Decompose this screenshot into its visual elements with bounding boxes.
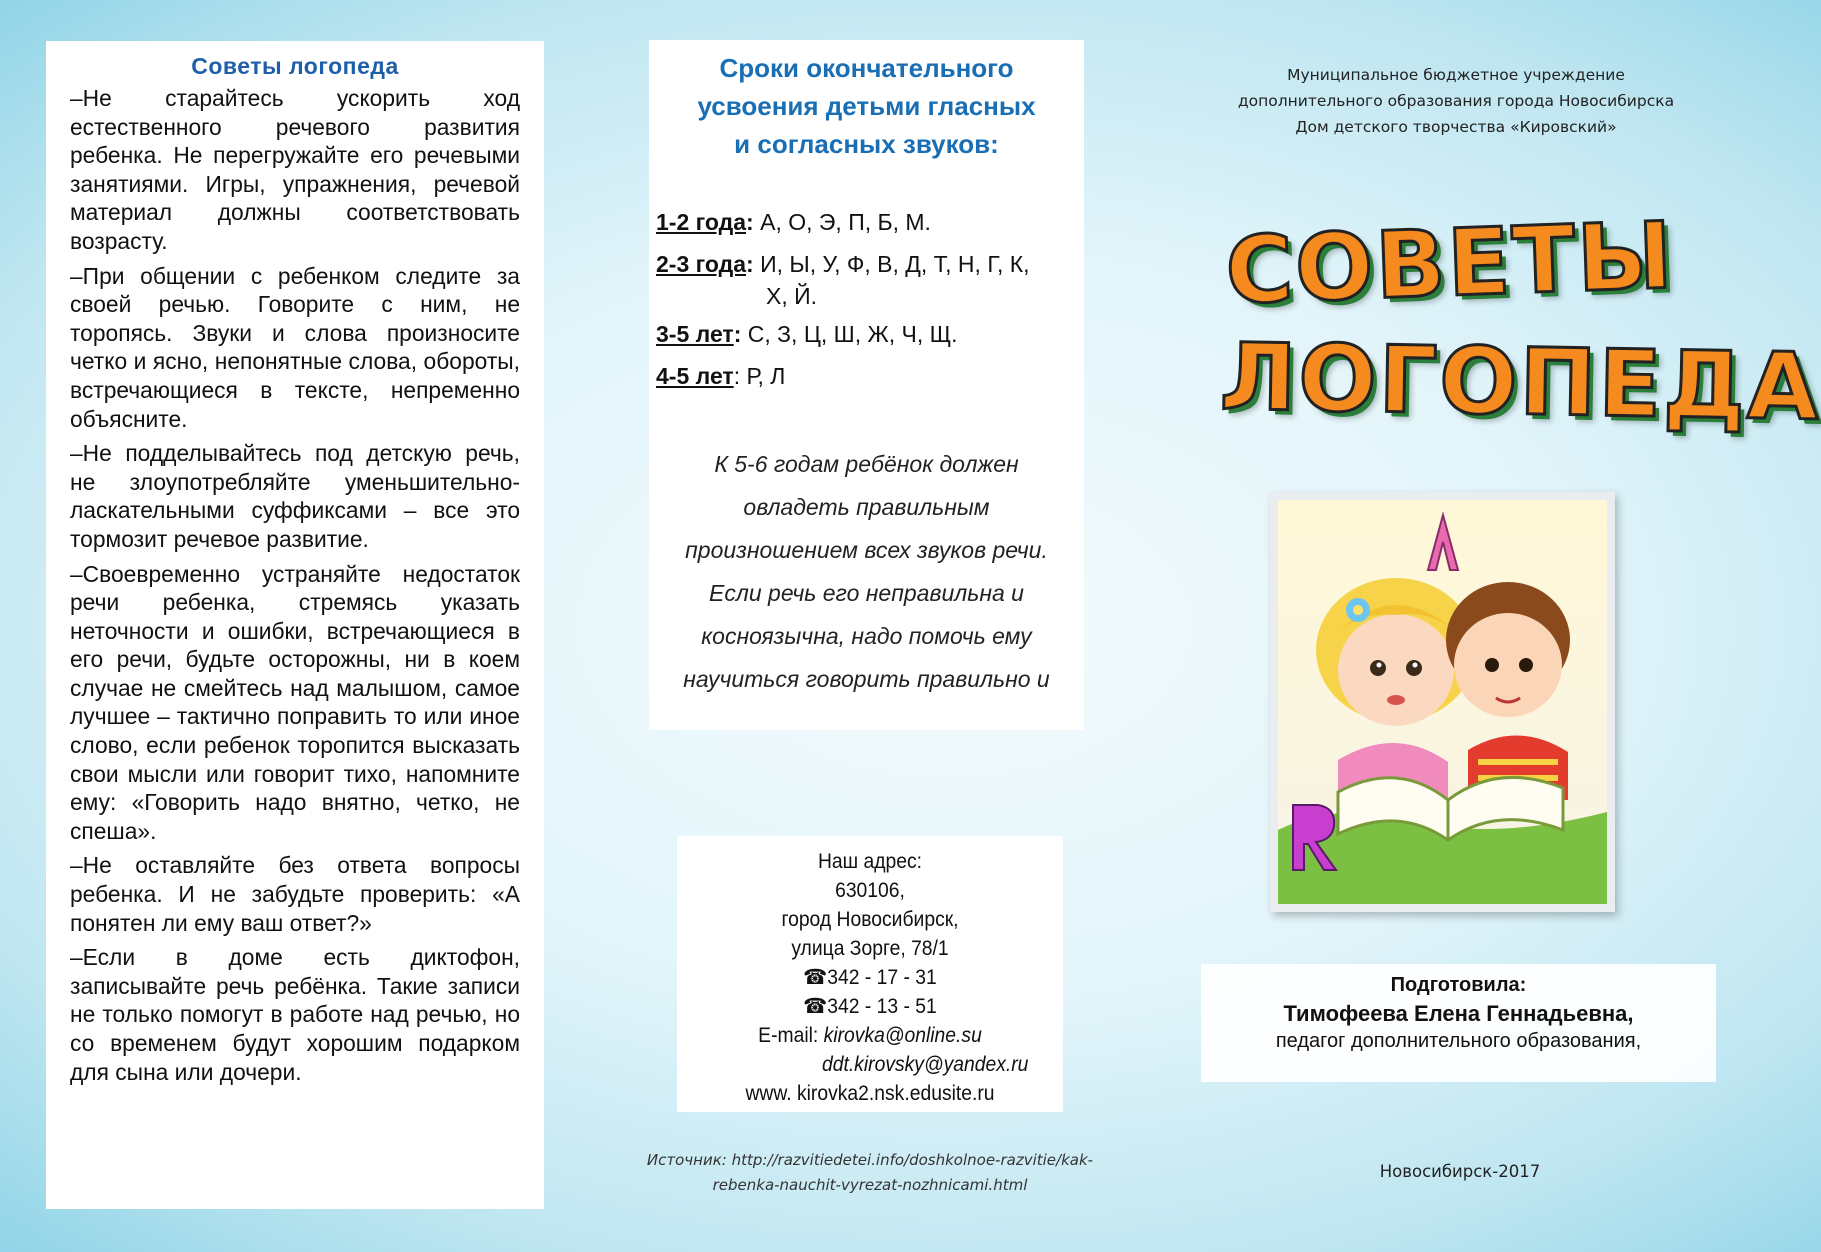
- age-sounds: А, О, Э, П, Б, М.: [753, 209, 931, 235]
- source-line: rebenka-nauchit-vyrezat-nozhnicami.html: [712, 1176, 1028, 1194]
- email-link[interactable]: ddt.kirovsky@yandex.ru: [821, 1053, 1029, 1076]
- note-line: овладеть правильным: [743, 494, 990, 520]
- address-panel: [677, 836, 1063, 1112]
- age-label: 2-3 года: [656, 251, 747, 277]
- title-line: и согласных звуков:: [734, 129, 999, 159]
- tip-item: –Не подделывайтесь под детскую речь, не злоупотребляйте уменьшительно-ласкательными суффиксами – все это тормозит речевое развитие.: [70, 440, 520, 552]
- note-line: косноязычна, надо помочь ему: [701, 623, 1032, 649]
- email-link[interactable]: kirovka@online.su: [823, 1024, 982, 1047]
- age-sep: :: [746, 251, 754, 277]
- tip-item: –Своевременно устраняйте недостаток речи ребенка, стремясь указать неточности и ошибки, встречающиеся в его речи, будьте осторожны, ни в коем случае не смейтесь над малышом, самое лучшее – тактично поправить то или иное слово, если ребенок торопится высказать свои мысли или говорит тихо, напомните ему: «Говорить надо внятно, четко, не спеша».: [70, 560, 520, 844]
- address-city: город Новосибирск,: [781, 908, 959, 931]
- email-label: E-mail:: [758, 1024, 824, 1047]
- title-line: усвоения детьми гласных: [697, 91, 1036, 121]
- address-block: [692, 836, 1047, 1108]
- sound-terms-title: [649, 49, 1084, 163]
- author-name: Тимофеева Елена Геннадьевна,: [1283, 1001, 1634, 1026]
- age-label: 3-5 лет: [656, 321, 734, 347]
- tip-item: –Не оставляйте без ответа вопросы ребенка. И не забудьте проверить: «А понятен ли ему ваш ответ?»: [70, 852, 520, 936]
- age-row: [656, 355, 1084, 397]
- age-sounds: С, З, Ц, Ш, Ж, Ч, Щ.: [741, 321, 958, 347]
- age-list: [656, 201, 1084, 397]
- tip-item: –Если в доме есть диктофон, записывайте речь ребёнка. Такие записи не только помогут в работе над речью, но со временем будут хорошим подарком для сына или дочери.: [70, 944, 520, 1085]
- sound-terms-panel: [649, 40, 1084, 730]
- phone-icon: ☎: [803, 995, 828, 1018]
- org-line: Муниципальное бюджетное учреждение: [1287, 66, 1625, 84]
- author-block: [1201, 964, 1716, 1055]
- tips-title: Советы логопеда: [191, 53, 399, 79]
- age-sounds-cont: Х, Й.: [766, 283, 818, 309]
- cover-title-line: СОВЕТЫ: [1223, 202, 1677, 325]
- phone-number: 342 - 17 - 31: [827, 966, 937, 989]
- source-citation: [620, 1148, 1120, 1198]
- website-link[interactable]: www. kirovka2.nsk.edusite.ru: [745, 1082, 995, 1105]
- note-line: К 5-6 годам ребёнок должен: [714, 451, 1019, 477]
- address-street: улица Зорге, 78/1: [791, 937, 949, 960]
- phone-number: 342 - 13 - 51: [827, 995, 937, 1018]
- age-row: [656, 243, 1084, 313]
- source-line: Источник: http://razvitiedetei.info/doshkolnoe-razvitie/kak-: [646, 1151, 1094, 1169]
- note-line: произношением всех звуков речи.: [685, 537, 1048, 563]
- phone-line: [692, 963, 1047, 992]
- age-sounds: Р, Л: [740, 363, 786, 389]
- tip-item: –Не старайтесь ускорить ход естественного речевого развития ребенка. Не перегружайте его речевыми занятиями. Игры, упражнения, речевой материал должны соответствовать возрасту.: [70, 85, 520, 254]
- note-line: научиться говорить правильно и: [683, 666, 1050, 692]
- note-line: Если речь его неправильна и: [709, 580, 1024, 606]
- age-sep: :: [746, 209, 754, 235]
- author-panel: [1201, 964, 1716, 1082]
- speech-note: [649, 443, 1084, 701]
- org-line: Дом детского творчества «Кировский»: [1295, 118, 1617, 136]
- phone-line: [692, 992, 1047, 1021]
- age-label: 4-5 лет: [656, 363, 734, 389]
- age-label: 1-2 года: [656, 209, 747, 235]
- tip-item: –При общении с ребенком следите за своей речью. Говорите с ним, не торопясь. Звуки и слова произносите четко и ясно, непонятные слова, обороты, встречающиеся в тексте, непременно объясните.: [70, 262, 520, 432]
- author-position: педагог дополнительного образования,: [1275, 1030, 1642, 1052]
- tips-panel: [46, 41, 544, 1209]
- tips-list: [46, 84, 544, 1086]
- children-reading-icon: [1278, 500, 1607, 904]
- address-heading: Наш адрес:: [817, 850, 923, 873]
- age-row: [656, 201, 1084, 243]
- address-zip: 630106,: [835, 879, 905, 902]
- email-line: [692, 1050, 1047, 1079]
- city-year: Новосибирск-2017: [1379, 1162, 1541, 1181]
- age-sep: :: [733, 321, 742, 347]
- age-sep: :: [733, 363, 741, 389]
- age-sounds: И, Ы, У, Ф, В, Д, Т, Н, Г, К,: [753, 251, 1030, 277]
- title-line: Сроки окончательного: [719, 53, 1014, 83]
- prepared-by-label: Подготовила:: [1390, 974, 1527, 996]
- phone-icon: ☎: [803, 966, 828, 989]
- age-row: [656, 313, 1084, 355]
- org-line: дополнительного образования города Новосибирска: [1237, 92, 1675, 110]
- children-reading-illustration: [1270, 492, 1615, 912]
- organization-name: [1196, 62, 1716, 140]
- cover-title: [1180, 202, 1821, 441]
- email-line: [692, 1021, 1047, 1050]
- cover-title-line: ЛОГОПЕДА: [1219, 323, 1821, 441]
